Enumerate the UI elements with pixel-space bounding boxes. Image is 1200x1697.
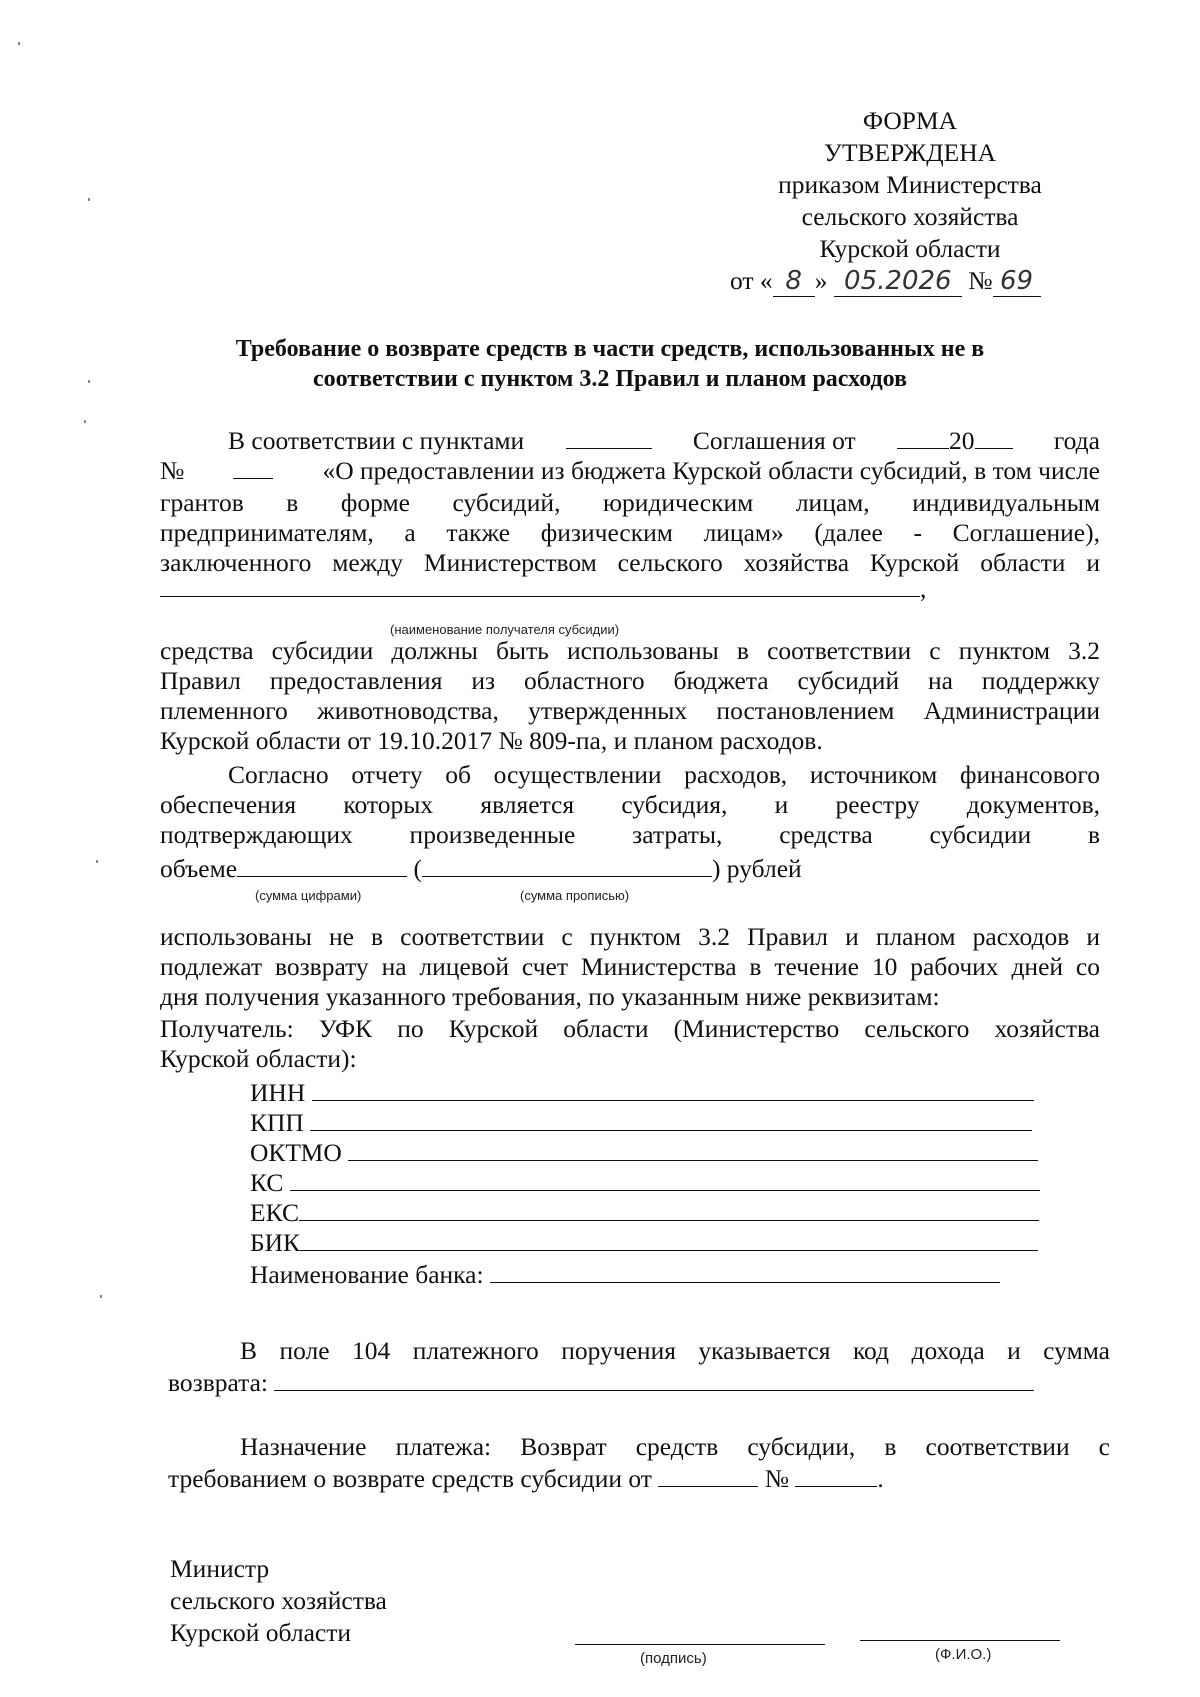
volume-label: объеме: [160, 854, 238, 883]
header-date-line: [730, 266, 1041, 297]
p1-num-sign: №: [160, 456, 185, 485]
p1-text-a: В соответствии с пунктами: [228, 426, 525, 455]
p1-year-prefix: 20: [949, 426, 975, 455]
header-order: приказом Министерства: [778, 170, 1042, 199]
req-bik-row: [250, 1228, 1038, 1258]
fio-blank: [860, 1640, 1060, 1641]
amount-digits-blank: [237, 854, 407, 877]
p3-line3: подтверждающих произведенные затраты, средства субсидии в: [160, 820, 1100, 849]
req-inn-label: ИНН: [250, 1078, 306, 1107]
p3-line2: обеспечения которых является субсидия, и реестру документов,: [160, 790, 1100, 819]
return-code-blank: [274, 1368, 1034, 1391]
p4-line5: Курской области):: [160, 1044, 357, 1073]
req-bank-row: [250, 1260, 1000, 1290]
p1-line3: грантов в форме субсидий, юридическим лицам, индивидуальным: [160, 488, 1100, 517]
date-day-handwritten: 8: [773, 266, 815, 297]
req-bank-blank: [490, 1260, 1000, 1283]
req-eks-blank: [299, 1198, 1039, 1221]
req-kpp-label: КПП: [250, 1108, 304, 1137]
demand-number-blank: [795, 1464, 877, 1487]
return-label: возврата:: [168, 1368, 268, 1397]
p6-num-sign: №: [764, 1464, 790, 1493]
order-number-handwritten: 69: [993, 266, 1041, 297]
p6-line2: [168, 1464, 884, 1494]
fio-caption: (Ф.И.О.): [935, 1646, 992, 1663]
p2-line3: племенного животноводства, утвержденных постановлением Администрации: [160, 696, 1100, 725]
p4-line2: подлежат возврату на лицевой счет Министерства в течение 10 рабочих дней со: [160, 952, 1100, 981]
req-ks-blank: [290, 1168, 1040, 1191]
req-eks-label: ЕКС: [250, 1198, 299, 1227]
p2-line4: Курской области от 19.10.2017 № 809-па, и планом расходов.: [160, 726, 823, 755]
req-inn-blank: [312, 1078, 1034, 1101]
number-sign: №: [968, 266, 993, 295]
p1-text-d: года: [1053, 426, 1100, 455]
p3-volume-line: [160, 854, 802, 884]
date-mid: »: [814, 266, 828, 295]
open-paren: (: [413, 854, 422, 883]
req-ks-row: [250, 1168, 1040, 1198]
date-rest-handwritten: 05.2026: [834, 266, 962, 297]
req-kpp-blank: [310, 1108, 1032, 1131]
p1-text-f: «О предоставлении из бюджета Курской области субсидий, в том числе: [322, 456, 1100, 485]
header-form: ФОРМА: [862, 106, 958, 135]
recipient-comma: ,: [920, 574, 927, 603]
p4-line1: использованы не в соответствии с пунктом 3.2 Правил и планом расходов и: [160, 922, 1100, 951]
signer-title-line3: Курской области: [170, 1618, 352, 1647]
req-bank-label: Наименование банка:: [250, 1260, 484, 1289]
p6-line1: Назначение платежа: Возврат средств субсидии, в соответствии с: [240, 1432, 1110, 1461]
p6-text: требованием о возврате средств субсидии от: [168, 1464, 652, 1493]
header-approved: УТВЕРЖДЕНА: [823, 138, 997, 167]
signer-title-line2: сельского хозяйства: [170, 1586, 387, 1615]
amount-digits-caption: (сумма цифрами): [255, 888, 362, 903]
req-ks-label: КС: [250, 1168, 284, 1197]
p1-line5: заключенного между Министерством сельского хозяйства Курской области и: [160, 548, 1100, 577]
req-bik-label: БИК: [250, 1228, 301, 1257]
scan-speck: [88, 380, 90, 383]
p6-period: .: [877, 1464, 884, 1493]
p4-line3: дня получения указанного требования, по указанным ниже реквизитам:: [160, 982, 940, 1011]
p1-line2: [160, 456, 1100, 486]
req-kpp-row: [250, 1108, 1032, 1138]
req-oktmo-row: [250, 1138, 1038, 1168]
scan-speck: [18, 42, 20, 45]
agreement-year-blank: [975, 426, 1013, 449]
scan-speck: [88, 198, 90, 201]
amount-words-caption: (сумма прописью): [520, 888, 630, 903]
p1-line4: предпринимателям, а также физическим лицам» (далее - Соглашение),: [160, 518, 1100, 547]
scan-speck: [84, 420, 86, 423]
p5-line1: В поле 104 платежного поручения указывается код дохода и сумма: [240, 1336, 1110, 1365]
req-oktmo-blank: [348, 1138, 1038, 1161]
signature-blank: [575, 1644, 825, 1645]
signature-caption: (подпись): [640, 1650, 707, 1667]
header-region: Курской области: [819, 234, 1001, 263]
document-title-line1: Требование о возврате средств в части средств, использованных не в: [235, 336, 985, 362]
p2-line1: средства субсидии должны быть использованы в соответствии с пунктом 3.2: [160, 636, 1100, 665]
req-oktmo-label: ОКТМО: [250, 1138, 342, 1167]
req-inn-row: [250, 1078, 1034, 1108]
req-eks-row: [250, 1198, 1039, 1228]
p1-line1: [160, 426, 1100, 456]
p4-line4: Получатель: УФК по Курской области (Министерство сельского хозяйства: [160, 1014, 1100, 1043]
p2-line2: Правил предоставления из областного бюджета субсидий на поддержку: [160, 666, 1100, 695]
scan-speck: [100, 1295, 102, 1298]
recipient-line: [160, 574, 926, 604]
agreement-number-blank: [233, 456, 273, 479]
clauses-blank: [566, 426, 652, 449]
agreement-date-blank: [897, 426, 949, 449]
recipient-name-blank: [160, 574, 920, 597]
signer-title-line1: Министр: [170, 1554, 270, 1583]
date-prefix: от «: [730, 266, 773, 295]
header-ministry: сельского хозяйства: [801, 202, 1019, 231]
p5-line2: [168, 1368, 1034, 1398]
amount-words-blank: [422, 854, 712, 877]
p3-line1: Согласно отчету об осуществлении расходов, источником финансового: [228, 760, 1100, 789]
recipient-caption: (наименование получателя субсидии): [390, 622, 620, 637]
scan-speck: [96, 860, 98, 863]
req-bik-blank: [300, 1228, 1038, 1251]
p1-text-b: Соглашения от: [692, 426, 856, 455]
rubles-label: ) рублей: [711, 854, 802, 883]
document-title-line2: соответствии с пунктом 3.2 Правил и планом расходов: [312, 366, 908, 392]
demand-date-blank: [658, 1464, 758, 1487]
